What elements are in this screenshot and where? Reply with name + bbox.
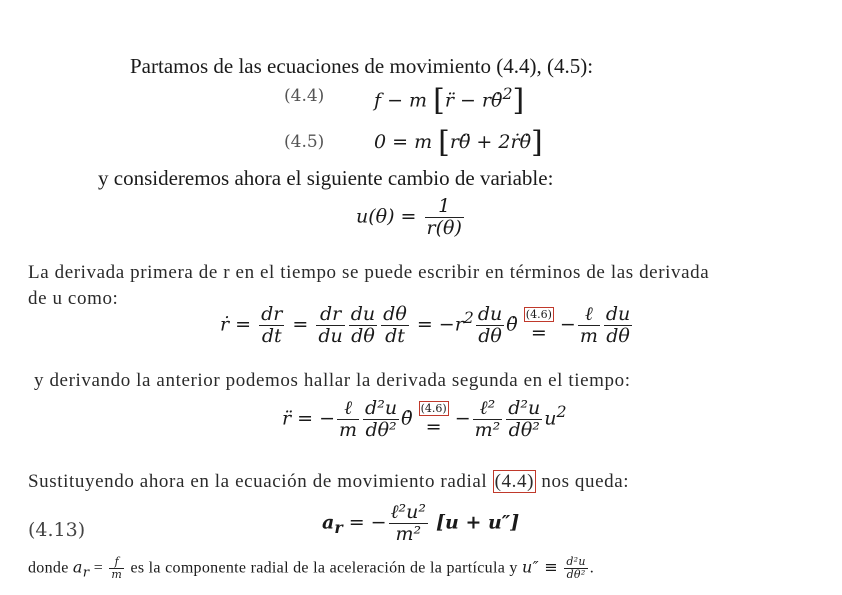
equation-reference: (4.6): [525, 307, 552, 321]
paragraph-second-derivative: y derivando la anterior podemos hallar la derivada segunda en el tiempo:: [34, 370, 631, 391]
equation-reference: (4.4): [494, 471, 535, 492]
paragraph-derivative-line-1: La derivada primera de r en el tiempo se puede escribir en términos de las derivada: [28, 262, 710, 283]
paragraph-substitution: Sustituyendo ahora en la ecuación de movimiento radial (4.4) nos queda:: [28, 471, 630, 492]
equation-number: (4.4): [284, 86, 325, 106]
equation-number: (4.5): [284, 132, 325, 152]
equation-reference: (4.6): [420, 401, 447, 415]
equation-4-13-body: $a_r$ = − $\frac{\text{ℓ²u²}}{\text{m²}}$ [u + u″]: [322, 501, 520, 545]
equation-4-13-number: (4.13): [28, 519, 86, 541]
u-definition: u(θ) = $\frac{1}{r(\theta)}$: [356, 195, 462, 239]
intro-line: Partamos de las ecuaciones de movimiento (4.4), (4.5):: [130, 54, 594, 78]
change-of-variable-line: y consideremos ahora el siguiente cambio de variable:: [98, 166, 554, 190]
equation-4-4-body: f − m [r̈ − rθ̇$^2$]: [374, 83, 525, 119]
equation-4-5: [284, 132, 324, 152]
r-ddot-equation: r̈ = − $\frac{\text{ℓ}}{m}$ $\frac{\text{d²u}}{\text{dθ²}}$ θ̇ (4.6) = − $\frac{\text{ℓ²}}{\text{m²}}$ $\frac{\text{d²u}}{\text{dθ²}}$ $u^2$: [282, 397, 567, 441]
equation-4-4: [284, 86, 324, 106]
footer-line: donde $a_r$ = $\frac{f}{m}$ es la componente radial de la aceleración de la partícula y u″ ≡ $\frac{\text{d²u}}{\text{dθ²}}$ .: [28, 555, 595, 582]
equation-4-5-body: 0 = m [rθ̈ + 2ṙθ̇]: [374, 125, 543, 160]
r-dot-equation: ṙ = $\frac{dr}{dt}$ = $\frac{dr}{du}$ $\frac{du}{d\theta}$ $\frac{d\theta}{dt}$ = $-r^2$ $\frac{du}{d\theta}$ θ̇ (4.6) = − $\frac{\text{ℓ}}{m}$ $\frac{du}{d\theta}$: [220, 303, 631, 347]
paragraph-derivative-line-2: de u como:: [28, 288, 119, 309]
